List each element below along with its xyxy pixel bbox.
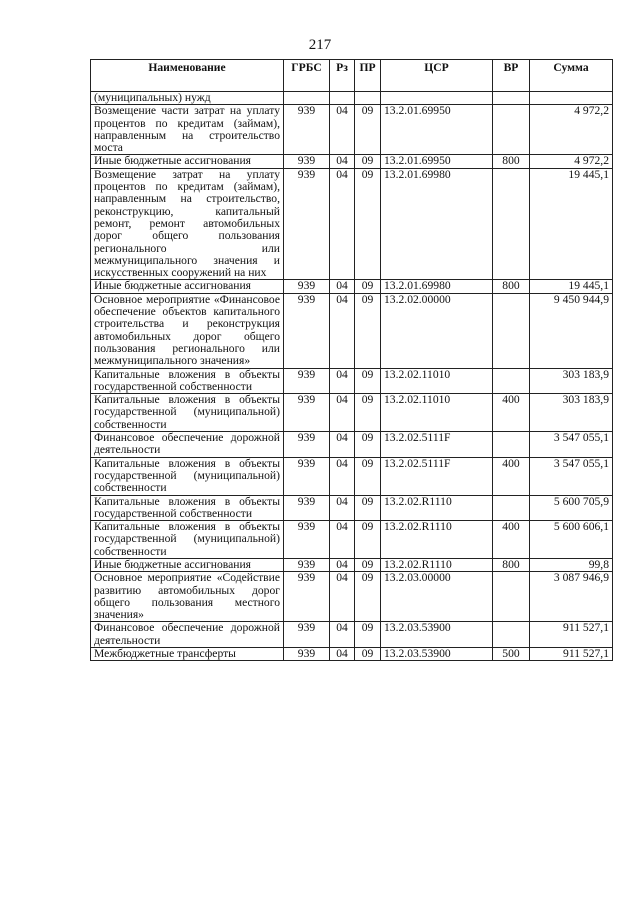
cell-name: Возмещение части затрат на уплату процентов по кредитам (займам), направленным на строительство моста bbox=[91, 105, 284, 155]
cell-csr: 13.2.03.53900 bbox=[381, 648, 493, 661]
cell-name: Иные бюджетные ассигнования bbox=[91, 558, 284, 571]
header-pr: ПР bbox=[355, 60, 381, 92]
table-row bbox=[91, 92, 613, 105]
header-rz: Рз bbox=[330, 60, 355, 92]
table-row bbox=[91, 394, 613, 432]
cell-csr: 13.2.02.00000 bbox=[381, 293, 493, 368]
cell-pr: 09 bbox=[355, 168, 381, 280]
header-sum: Сумма bbox=[530, 60, 613, 92]
cell-pr: 09 bbox=[355, 155, 381, 168]
cell-sum: 19 445,1 bbox=[530, 280, 613, 293]
table-row bbox=[91, 558, 613, 571]
cell-csr: 13.2.02.R1110 bbox=[381, 521, 493, 559]
cell-name: Капитальные вложения в объекты государственной собственности bbox=[91, 495, 284, 521]
table-row bbox=[91, 572, 613, 622]
cell-vr bbox=[493, 432, 530, 458]
cell-name: Основное мероприятие «Содействие развитию автомобильных дорог общего пользования местного значения» bbox=[91, 572, 284, 622]
cell-csr: 13.2.01.69980 bbox=[381, 280, 493, 293]
cell-csr: 13.2.01.69980 bbox=[381, 168, 493, 280]
cell-rz: 04 bbox=[330, 168, 355, 280]
cell-rz: 04 bbox=[330, 495, 355, 521]
cell-pr: 09 bbox=[355, 368, 381, 394]
cell-sum: 303 183,9 bbox=[530, 394, 613, 432]
cell-pr: 09 bbox=[355, 622, 381, 648]
cell-name: Иные бюджетные ассигнования bbox=[91, 280, 284, 293]
cell-pr: 09 bbox=[355, 572, 381, 622]
cell-grbs: 939 bbox=[284, 105, 330, 155]
cell-vr bbox=[493, 105, 530, 155]
cell-csr: 13.2.02.11010 bbox=[381, 368, 493, 394]
cell-rz: 04 bbox=[330, 558, 355, 571]
cell-grbs: 939 bbox=[284, 168, 330, 280]
header-grbs: ГРБС bbox=[284, 60, 330, 92]
cell-name: Капитальные вложения в объекты государственной (муниципальной) собственности bbox=[91, 394, 284, 432]
cell-grbs: 939 bbox=[284, 495, 330, 521]
cell-pr bbox=[355, 92, 381, 105]
cell-name: Капитальные вложения в объекты государственной собственности bbox=[91, 368, 284, 394]
cell-grbs: 939 bbox=[284, 521, 330, 559]
cell-name: (муниципальных) нужд bbox=[91, 92, 284, 105]
table-row bbox=[91, 155, 613, 168]
cell-vr bbox=[493, 368, 530, 394]
header-vr: ВР bbox=[493, 60, 530, 92]
cell-grbs: 939 bbox=[284, 394, 330, 432]
table-row bbox=[91, 622, 613, 648]
table-row bbox=[91, 105, 613, 155]
table-row bbox=[91, 293, 613, 368]
cell-vr: 800 bbox=[493, 280, 530, 293]
cell-vr: 400 bbox=[493, 457, 530, 495]
cell-rz: 04 bbox=[330, 293, 355, 368]
cell-grbs: 939 bbox=[284, 558, 330, 571]
table-body bbox=[91, 92, 613, 661]
cell-pr: 09 bbox=[355, 457, 381, 495]
cell-rz: 04 bbox=[330, 105, 355, 155]
cell-csr: 13.2.02.5111F bbox=[381, 457, 493, 495]
cell-pr: 09 bbox=[355, 432, 381, 458]
cell-pr: 09 bbox=[355, 280, 381, 293]
cell-vr bbox=[493, 92, 530, 105]
cell-sum: 19 445,1 bbox=[530, 168, 613, 280]
cell-csr: 13.2.03.00000 bbox=[381, 572, 493, 622]
table-row bbox=[91, 495, 613, 521]
cell-rz: 04 bbox=[330, 280, 355, 293]
cell-csr: 13.2.02.R1110 bbox=[381, 558, 493, 571]
cell-name: Финансовое обеспечение дорожной деятельности bbox=[91, 432, 284, 458]
table-row bbox=[91, 521, 613, 559]
cell-rz: 04 bbox=[330, 457, 355, 495]
cell-sum: 911 527,1 bbox=[530, 622, 613, 648]
cell-rz: 04 bbox=[330, 521, 355, 559]
header-name: Наименование bbox=[91, 60, 284, 92]
budget-table bbox=[90, 59, 613, 661]
cell-rz: 04 bbox=[330, 155, 355, 168]
cell-name: Межбюджетные трансферты bbox=[91, 648, 284, 661]
cell-grbs: 939 bbox=[284, 432, 330, 458]
cell-name: Основное мероприятие «Финансовое обеспечение объектов капитального строительства и реконструкция автомобильных дорог общего пользования регионального или межмуниципального значения» bbox=[91, 293, 284, 368]
cell-rz: 04 bbox=[330, 432, 355, 458]
cell-grbs: 939 bbox=[284, 648, 330, 661]
cell-csr: 13.2.01.69950 bbox=[381, 155, 493, 168]
cell-csr bbox=[381, 92, 493, 105]
cell-rz: 04 bbox=[330, 572, 355, 622]
cell-csr: 13.2.01.69950 bbox=[381, 105, 493, 155]
cell-vr: 400 bbox=[493, 394, 530, 432]
cell-rz: 04 bbox=[330, 394, 355, 432]
cell-pr: 09 bbox=[355, 394, 381, 432]
cell-sum: 4 972,2 bbox=[530, 105, 613, 155]
cell-pr: 09 bbox=[355, 558, 381, 571]
cell-name: Иные бюджетные ассигнования bbox=[91, 155, 284, 168]
cell-csr: 13.2.02.5111F bbox=[381, 432, 493, 458]
cell-csr: 13.2.02.R1110 bbox=[381, 495, 493, 521]
table-row bbox=[91, 648, 613, 661]
cell-sum: 99,8 bbox=[530, 558, 613, 571]
cell-vr bbox=[493, 293, 530, 368]
cell-name: Капитальные вложения в объекты государственной (муниципальной) собственности bbox=[91, 521, 284, 559]
cell-vr: 800 bbox=[493, 558, 530, 571]
cell-grbs: 939 bbox=[284, 622, 330, 648]
cell-sum: 3 087 946,9 bbox=[530, 572, 613, 622]
cell-grbs: 939 bbox=[284, 155, 330, 168]
cell-csr: 13.2.02.11010 bbox=[381, 394, 493, 432]
table-header-row bbox=[91, 60, 613, 92]
cell-pr: 09 bbox=[355, 648, 381, 661]
cell-sum: 911 527,1 bbox=[530, 648, 613, 661]
cell-vr bbox=[493, 168, 530, 280]
cell-sum bbox=[530, 92, 613, 105]
cell-name: Капитальные вложения в объекты государственной (муниципальной) собственности bbox=[91, 457, 284, 495]
cell-sum: 5 600 705,9 bbox=[530, 495, 613, 521]
cell-sum: 9 450 944,9 bbox=[530, 293, 613, 368]
table-row bbox=[91, 457, 613, 495]
cell-csr: 13.2.03.53900 bbox=[381, 622, 493, 648]
cell-grbs bbox=[284, 92, 330, 105]
cell-vr: 500 bbox=[493, 648, 530, 661]
cell-grbs: 939 bbox=[284, 368, 330, 394]
header-csr: ЦСР bbox=[381, 60, 493, 92]
cell-vr bbox=[493, 622, 530, 648]
table-row bbox=[91, 168, 613, 280]
cell-sum: 3 547 055,1 bbox=[530, 432, 613, 458]
cell-name: Возмещение затрат на уплату процентов по кредитам (займам), направленным на строительство, реконструкцию, капитальный ремонт, ремонт автомобильных дорог общего пользования регионального или межмуниципального значения и искусственных сооружений на них bbox=[91, 168, 284, 280]
cell-sum: 4 972,2 bbox=[530, 155, 613, 168]
cell-vr bbox=[493, 495, 530, 521]
cell-pr: 09 bbox=[355, 105, 381, 155]
cell-rz bbox=[330, 92, 355, 105]
cell-vr: 400 bbox=[493, 521, 530, 559]
cell-grbs: 939 bbox=[284, 293, 330, 368]
cell-pr: 09 bbox=[355, 521, 381, 559]
table-row bbox=[91, 280, 613, 293]
cell-vr: 800 bbox=[493, 155, 530, 168]
cell-vr bbox=[493, 572, 530, 622]
cell-rz: 04 bbox=[330, 622, 355, 648]
cell-grbs: 939 bbox=[284, 457, 330, 495]
cell-rz: 04 bbox=[330, 648, 355, 661]
cell-sum: 303 183,9 bbox=[530, 368, 613, 394]
page-number: 217 bbox=[308, 37, 332, 53]
cell-rz: 04 bbox=[330, 368, 355, 394]
table-row bbox=[91, 368, 613, 394]
table-row bbox=[91, 432, 613, 458]
cell-sum: 5 600 606,1 bbox=[530, 521, 613, 559]
cell-grbs: 939 bbox=[284, 572, 330, 622]
cell-grbs: 939 bbox=[284, 280, 330, 293]
cell-pr: 09 bbox=[355, 495, 381, 521]
cell-sum: 3 547 055,1 bbox=[530, 457, 613, 495]
cell-name: Финансовое обеспечение дорожной деятельности bbox=[91, 622, 284, 648]
cell-pr: 09 bbox=[355, 293, 381, 368]
